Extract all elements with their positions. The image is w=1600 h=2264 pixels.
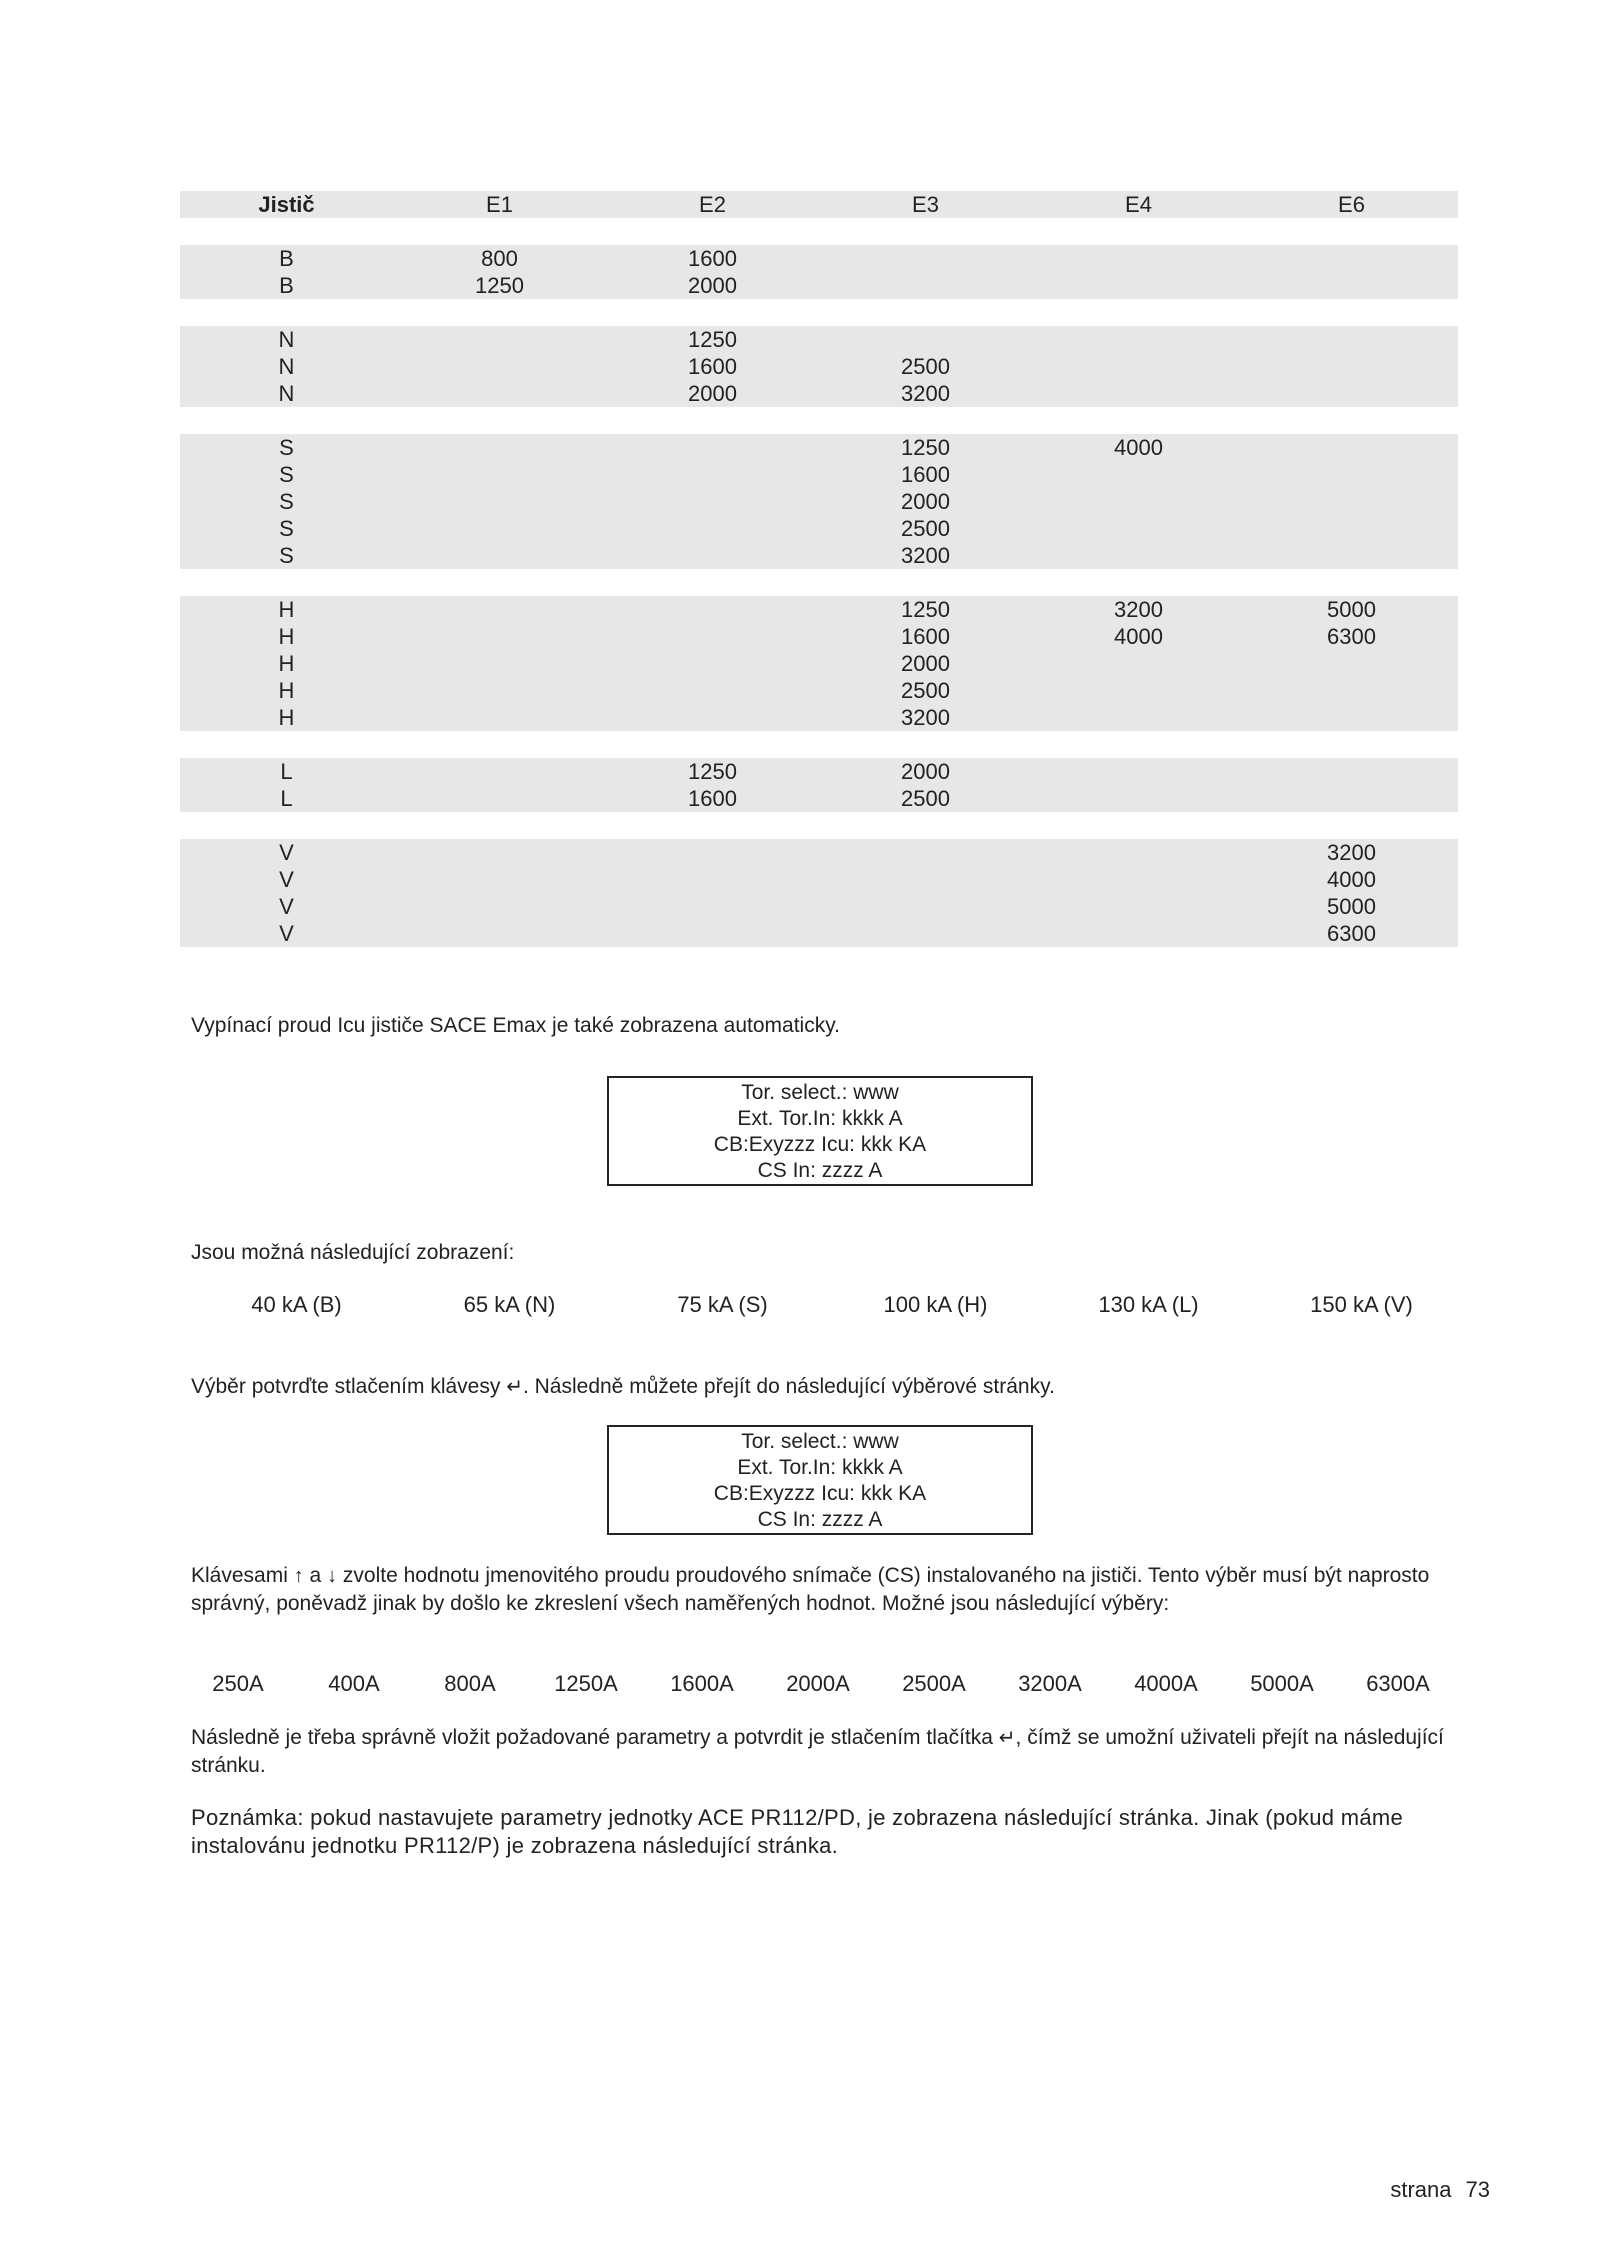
paragraph-note: Poznámka: pokud nastavujete parametry jednotky ACE PR112/PD, je zobrazena následující stránka. Jinak (pokud máme instalovánu jednotku PR112/P) je zobrazena následující stránka. bbox=[191, 1805, 1404, 1858]
table-group bbox=[180, 326, 1458, 407]
table-cell: 2000 bbox=[688, 380, 737, 406]
page-footer bbox=[1376, 2177, 1490, 2203]
text-span: Klávesami bbox=[191, 1564, 294, 1587]
table-cell: 3200 bbox=[901, 380, 950, 406]
lcd-line: CS In: zzzz A bbox=[757, 1159, 883, 1182]
lcd-display-1 bbox=[607, 1076, 1033, 1186]
table-cell: 3200 bbox=[1114, 596, 1163, 622]
icu-option: 75 kA (S) bbox=[677, 1292, 768, 1317]
icu-option: 100 kA (H) bbox=[883, 1292, 988, 1317]
lcd-line: Ext. Tor.In: kkkk A bbox=[737, 1107, 903, 1130]
lcd-line: Ext. Tor.In: kkkk A bbox=[737, 1456, 903, 1479]
table-cell: V bbox=[279, 920, 294, 946]
table-group bbox=[180, 596, 1458, 731]
header-cell: E6 bbox=[1338, 191, 1365, 217]
text-span: . Následně můžete přejít do následující výběrové stránky. bbox=[522, 1375, 1055, 1398]
table-cell: 1600 bbox=[901, 461, 950, 487]
text-span: , čímž se umožní uživateli přejít na následující stránku. bbox=[191, 1726, 1444, 1777]
table-cell: 2500 bbox=[901, 515, 950, 541]
table-row bbox=[180, 893, 1458, 920]
arrow-up-icon: ↑ bbox=[293, 1565, 304, 1587]
table-row bbox=[180, 920, 1458, 947]
cs-option: 6300A bbox=[1366, 1671, 1430, 1696]
text-span: Následně je třeba správně vložit požadované parametry a potvrdit je stlačením tlačítka bbox=[191, 1726, 999, 1749]
table-row bbox=[180, 272, 1458, 299]
table-cell: H bbox=[278, 677, 295, 703]
table-cell: 1250 bbox=[688, 758, 737, 784]
table-cell: N bbox=[278, 353, 295, 379]
table-cell: 2000 bbox=[901, 650, 950, 676]
lcd-line: CB:Exyzzz Icu: kkk KA bbox=[713, 1133, 927, 1156]
text-span: Výběr potvrďte stlačením klávesy bbox=[191, 1375, 507, 1398]
table-cell: 2000 bbox=[901, 758, 950, 784]
text-span: a bbox=[303, 1564, 328, 1587]
table-row bbox=[180, 839, 1458, 866]
table-cell: B bbox=[279, 245, 294, 271]
table-row bbox=[180, 542, 1458, 569]
table-cell: V bbox=[279, 866, 294, 892]
table-row bbox=[180, 380, 1458, 407]
header-cell: E1 bbox=[486, 191, 513, 217]
table-row bbox=[180, 785, 1458, 812]
table-cell: 2000 bbox=[901, 488, 950, 514]
table-cell: 2500 bbox=[901, 677, 950, 703]
icu-option: 65 kA (N) bbox=[463, 1292, 556, 1317]
table-cell: 2500 bbox=[901, 785, 950, 811]
header-cell: E2 bbox=[699, 191, 726, 217]
table-group bbox=[180, 839, 1458, 947]
cs-option: 3200A bbox=[1018, 1671, 1082, 1696]
table-cell: 1250 bbox=[475, 272, 524, 298]
cs-option: 2500A bbox=[902, 1671, 966, 1696]
table-cell: S bbox=[279, 515, 294, 541]
table-cell: S bbox=[279, 542, 294, 568]
table-group bbox=[180, 434, 1458, 569]
table-row bbox=[180, 488, 1458, 515]
icu-option: 40 kA (B) bbox=[251, 1292, 342, 1317]
table-row bbox=[180, 326, 1458, 353]
table-cell: 3200 bbox=[901, 704, 950, 730]
lcd-line: Tor. select.: www bbox=[741, 1430, 899, 1453]
paragraph-confirm bbox=[191, 1373, 1471, 1401]
table-row bbox=[180, 245, 1458, 272]
lcd-line: Tor. select.: www bbox=[741, 1081, 899, 1104]
table-row bbox=[180, 866, 1458, 893]
cs-option: 800A bbox=[444, 1671, 496, 1696]
table-header bbox=[180, 191, 1458, 218]
page-number: 73 bbox=[1465, 2177, 1490, 2202]
table-cell: N bbox=[278, 380, 295, 406]
table-cell: 3200 bbox=[901, 542, 950, 568]
enter-key-icon: ↵ bbox=[998, 1727, 1016, 1749]
table-cell: S bbox=[279, 434, 294, 460]
cs-option: 1250A bbox=[554, 1671, 618, 1696]
paragraph-icu: Vypínací proud Icu jističe SACE Emax je také zobrazena automaticky. bbox=[191, 1014, 840, 1037]
table-cell: 6300 bbox=[1327, 623, 1376, 649]
table-row bbox=[180, 704, 1458, 731]
table-cell: H bbox=[278, 704, 295, 730]
table-row bbox=[180, 677, 1458, 704]
cs-option: 250A bbox=[212, 1671, 264, 1696]
table-cell: 6300 bbox=[1327, 920, 1376, 946]
table-cell: 3200 bbox=[1327, 839, 1376, 865]
lcd-line: CB:Exyzzz Icu: kkk KA bbox=[713, 1482, 927, 1505]
table-row bbox=[180, 515, 1458, 542]
breaker-table bbox=[180, 191, 1458, 947]
table-row bbox=[180, 623, 1458, 650]
icu-option: 130 kA (L) bbox=[1098, 1292, 1199, 1317]
table-cell: 1600 bbox=[688, 245, 737, 271]
table-cell: H bbox=[278, 623, 295, 649]
arrow-down-icon: ↓ bbox=[327, 1565, 338, 1587]
table-cell: 5000 bbox=[1327, 596, 1376, 622]
enter-key-icon: ↵ bbox=[506, 1376, 523, 1398]
cs-options-list bbox=[180, 1671, 1470, 1697]
table-cell: 4000 bbox=[1114, 434, 1163, 460]
table-cell: V bbox=[279, 839, 294, 865]
table-cell: L bbox=[280, 758, 293, 784]
cs-option: 5000A bbox=[1250, 1671, 1314, 1696]
table-cell: S bbox=[279, 461, 294, 487]
table-cell: H bbox=[278, 650, 295, 676]
table-cell: 2000 bbox=[688, 272, 737, 298]
cs-option: 2000A bbox=[786, 1671, 850, 1696]
table-cell: 4000 bbox=[1327, 866, 1376, 892]
table-row bbox=[180, 434, 1458, 461]
table-cell: L bbox=[280, 785, 293, 811]
table-cell: 1250 bbox=[901, 596, 950, 622]
icu-options-list bbox=[190, 1292, 1470, 1318]
table-cell: 1250 bbox=[688, 326, 737, 352]
table-row bbox=[180, 758, 1458, 785]
table-group bbox=[180, 245, 1458, 299]
table-cell: 800 bbox=[481, 245, 518, 271]
table-cell: B bbox=[279, 272, 294, 298]
cs-option: 400A bbox=[328, 1671, 380, 1696]
table-cell: 1600 bbox=[688, 353, 737, 379]
table-cell: 4000 bbox=[1114, 623, 1163, 649]
paragraph-possible-displays: Jsou možná následující zobrazení: bbox=[191, 1241, 515, 1264]
header-cell: E3 bbox=[912, 191, 939, 217]
paragraph-next bbox=[191, 1724, 1481, 1779]
table-row bbox=[180, 650, 1458, 677]
footer-label: strana bbox=[1390, 2177, 1452, 2202]
table-cell: H bbox=[278, 596, 295, 622]
lcd-display-2 bbox=[607, 1425, 1033, 1535]
table-cell: 1250 bbox=[901, 434, 950, 460]
table-row bbox=[180, 461, 1458, 488]
table-group bbox=[180, 758, 1458, 812]
table-cell: 5000 bbox=[1327, 893, 1376, 919]
table-body bbox=[180, 245, 1458, 947]
table-cell: S bbox=[279, 488, 294, 514]
icu-option: 150 kA (V) bbox=[1310, 1292, 1413, 1317]
lcd-line: CS In: zzzz A bbox=[757, 1508, 883, 1531]
table-cell: 1600 bbox=[901, 623, 950, 649]
table-cell: 1600 bbox=[688, 785, 737, 811]
text-span: zvolte hodnotu jmenovitého proudu proudového snímače (CS) instalovaného na jističi. Tento výběr musí být naprosto správný, poněvadž jinak by došlo ke zkreslení všech naměřených hodnot. Možné jsou následující výběry: bbox=[191, 1564, 1430, 1615]
header-cell: Jistič bbox=[258, 191, 315, 217]
table-row bbox=[180, 596, 1458, 623]
header-cell: E4 bbox=[1125, 191, 1152, 217]
table-cell: N bbox=[278, 326, 295, 352]
paragraph-cs-select bbox=[191, 1562, 1481, 1617]
cs-option: 4000A bbox=[1134, 1671, 1198, 1696]
table-row bbox=[180, 353, 1458, 380]
cs-option: 1600A bbox=[670, 1671, 734, 1696]
table-cell: V bbox=[279, 893, 294, 919]
table-cell: 2500 bbox=[901, 353, 950, 379]
